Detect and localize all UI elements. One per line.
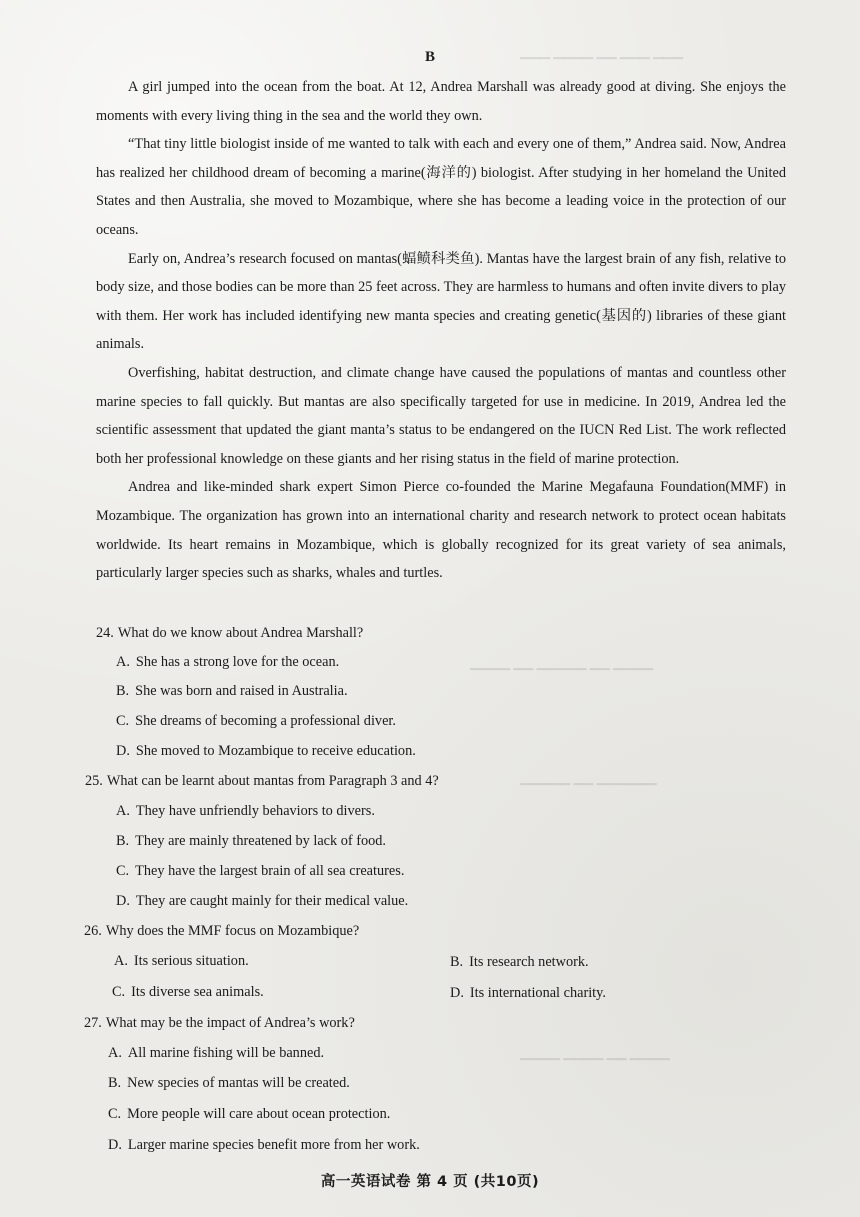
question-27-option-c[interactable]: C. More people will care about ocean protection. [108, 1106, 391, 1122]
question-27-stem: 27. What may be the impact of Andrea’s work? [84, 1015, 355, 1031]
reading-passage [96, 73, 786, 588]
show-through-text: ▁▁▁ ▁▁▁▁ ▁▁ ▁▁▁ ▁▁▁ [520, 44, 683, 59]
section-label: B [424, 49, 435, 65]
question-24-option-b[interactable]: B. She was born and raised in Australia. [116, 683, 348, 699]
question-25-option-c[interactable]: C. They have the largest brain of all sea creatures. [116, 863, 405, 879]
question-24-stem: 24. What do we know about Andrea Marshall? [96, 625, 364, 641]
question-26-option-a[interactable]: A. Its serious situation. [114, 953, 249, 969]
question-25-stem: 25. What can be learnt about mantas from Paragraph 3 and 4? [85, 773, 439, 789]
question-27-option-b[interactable]: B. New species of mantas will be created. [108, 1075, 350, 1091]
question-27-option-d[interactable]: D. Larger marine species benefit more from her work. [108, 1137, 420, 1153]
question-24-option-c[interactable]: C. She dreams of becoming a professional diver. [116, 713, 396, 729]
passage-paragraph: Andrea and like-minded shark expert Simon Pierce co-founded the Marine Megafauna Foundation(MMF) in Mozambique. The organization has grown into an international charity and research network to protect ocean habitats worldwide. Its heart remains in Mozambique, which is globally recognized for its great variety of sea animals, particularly larger species such as sharks, whales and turtles. [96, 479, 786, 582]
show-through-text: ▁▁▁▁ ▁▁ ▁▁▁▁▁ ▁▁ ▁▁▁▁ [470, 655, 653, 670]
page-footer: 高一英语试卷 第 4 页 (共10页) [320, 1174, 540, 1190]
question-26-option-c[interactable]: C. Its diverse sea animals. [112, 984, 264, 1000]
show-through-text: ▁▁▁▁ ▁▁▁▁ ▁▁ ▁▁▁▁ [520, 1045, 670, 1060]
passage-paragraph: Early on, Andrea’s research focused on mantas(蝠鲼科类鱼). Mantas have the largest brain of any fish, relative to body size, and those bodies can be more than 25 feet across. They are harmless to humans and often invite divers to play with them. Her work has included identifying new manta species and creating genetic(基因的) libraries of these giant animals. [96, 250, 786, 353]
passage-paragraph: Overfishing, habitat destruction, and climate change have caused the populations of mantas and countless other marine species to fall quickly. But mantas are also specifically targeted for use in medicine. In 2019, Andrea led the scientific assessment that updated the giant manta’s status to be endangered on the IUCN Red List. The work reflected both her professional knowledge on these giants and her rising status in the field of marine protection. [96, 364, 786, 467]
question-25-option-b[interactable]: B. They are mainly threatened by lack of food. [116, 833, 387, 849]
passage-paragraph: “That tiny little biologist inside of me wanted to talk with each and every one of them,” Andrea said. Now, Andrea has realized her childhood dream of becoming a marine(海洋的) biologist. After studying in her homeland the United States and then Australia, she moved to Mozambique, where she has become a leading voice in the protection of our oceans. [96, 136, 786, 238]
question-24-option-d[interactable]: D. She moved to Mozambique to receive education. [116, 743, 416, 759]
show-through-text: ▁▁▁▁▁ ▁▁ ▁▁▁▁▁▁ [520, 770, 657, 785]
question-26-stem: 26. Why does the MMF focus on Mozambique? [84, 923, 360, 939]
question-27-option-a[interactable]: A. All marine fishing will be banned. [108, 1045, 325, 1061]
question-25-option-d[interactable]: D. They are caught mainly for their medical value. [116, 893, 409, 909]
question-24-option-a[interactable]: A. She has a strong love for the ocean. [116, 654, 340, 670]
question-25-option-a[interactable]: A. They have unfriendly behaviors to divers. [116, 803, 375, 819]
passage-paragraph: A girl jumped into the ocean from the boat. At 12, Andrea Marshall was already good at diving. She enjoys the moments with every living thing in the sea and the world they own. [96, 79, 786, 124]
question-26-option-d[interactable]: D. Its international charity. [450, 985, 606, 1001]
question-26-option-b[interactable]: B. Its research network. [450, 954, 589, 970]
